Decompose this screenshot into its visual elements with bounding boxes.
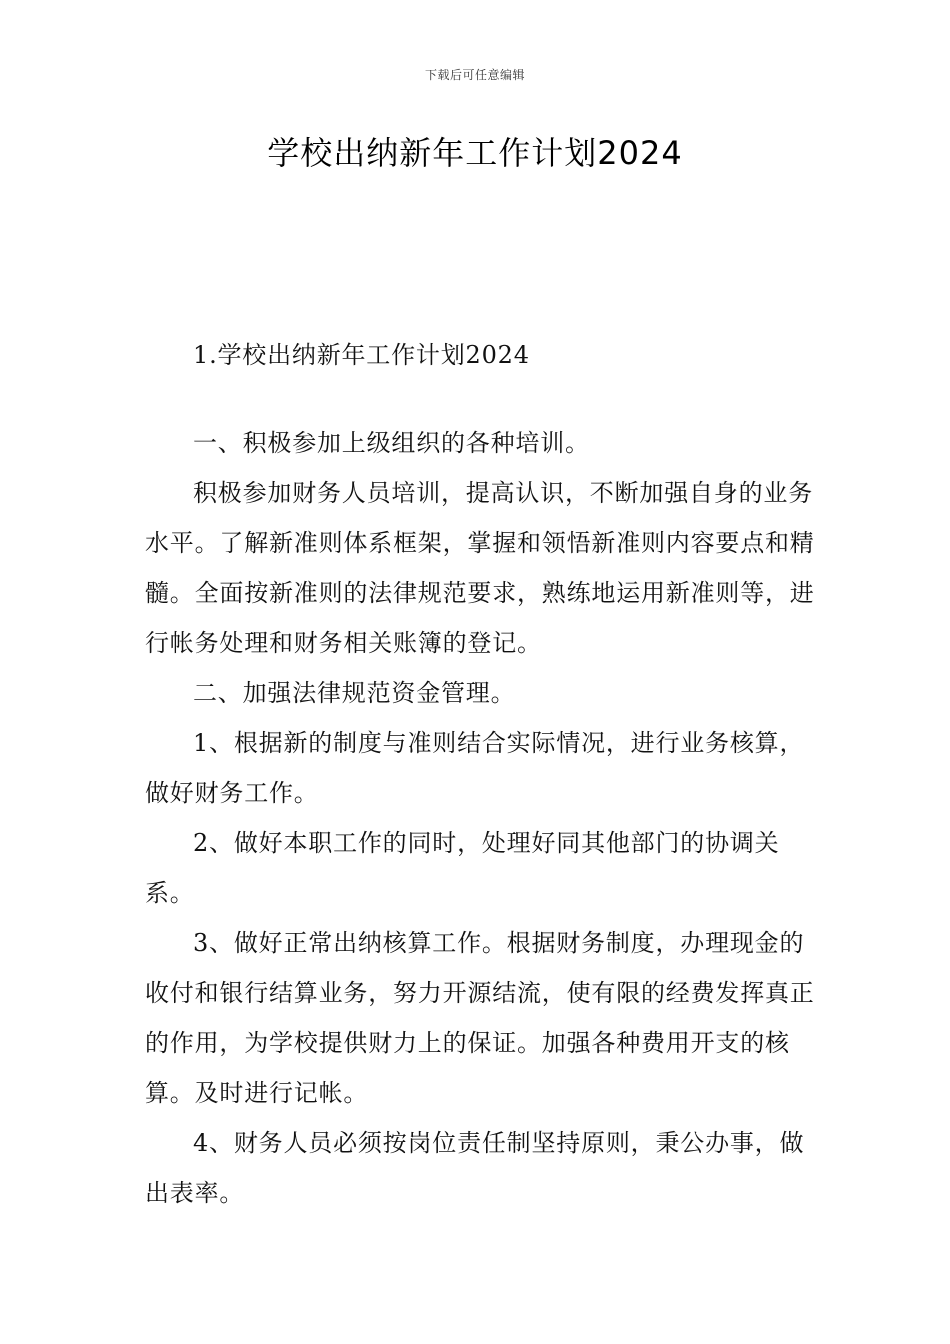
section-heading-1: 1.学校出纳新年工作计划2024 (193, 341, 530, 369)
body-paragraph: 积极参加财务人员培训，提高认识，不断加强自身的业务水平。了解新准则体系框架，掌握和领悟新准则内容要点和精髓。全面按新准则的法律规范要求，熟练地运用新准则等，进行帐务处理和财务相关账簿的登记。 (145, 479, 815, 657)
subsection-heading-1: 一、积极参加上级组织的各种培训。 (193, 429, 590, 457)
document-title: 学校出纳新年工作计划2024 (267, 134, 683, 172)
list-item-1: 1、根据新的制度与准则结合实际情况，进行业务核算，做好财务工作。 (145, 729, 805, 807)
list-item-2: 2、做好本职工作的同时，处理好同其他部门的协调关系。 (145, 829, 780, 907)
list-item-4: 4、财务人员必须按岗位责任制坚持原则，秉公办事，做出表率。 (145, 1129, 805, 1207)
list-item-3: 3、做好正常出纳核算工作。根据财务制度，办理现金的收付和银行结算业务，努力开源结流，使有限的经费发挥真正的作用，为学校提供财力上的保证。加强各种费用开支的核算。及时进行记帐。 (145, 929, 815, 1107)
subsection-heading-2: 二、加强法律规范资金管理。 (193, 679, 516, 707)
document-body (145, 330, 825, 1218)
page-header-note: 下载后可任意编辑 (424, 68, 525, 82)
